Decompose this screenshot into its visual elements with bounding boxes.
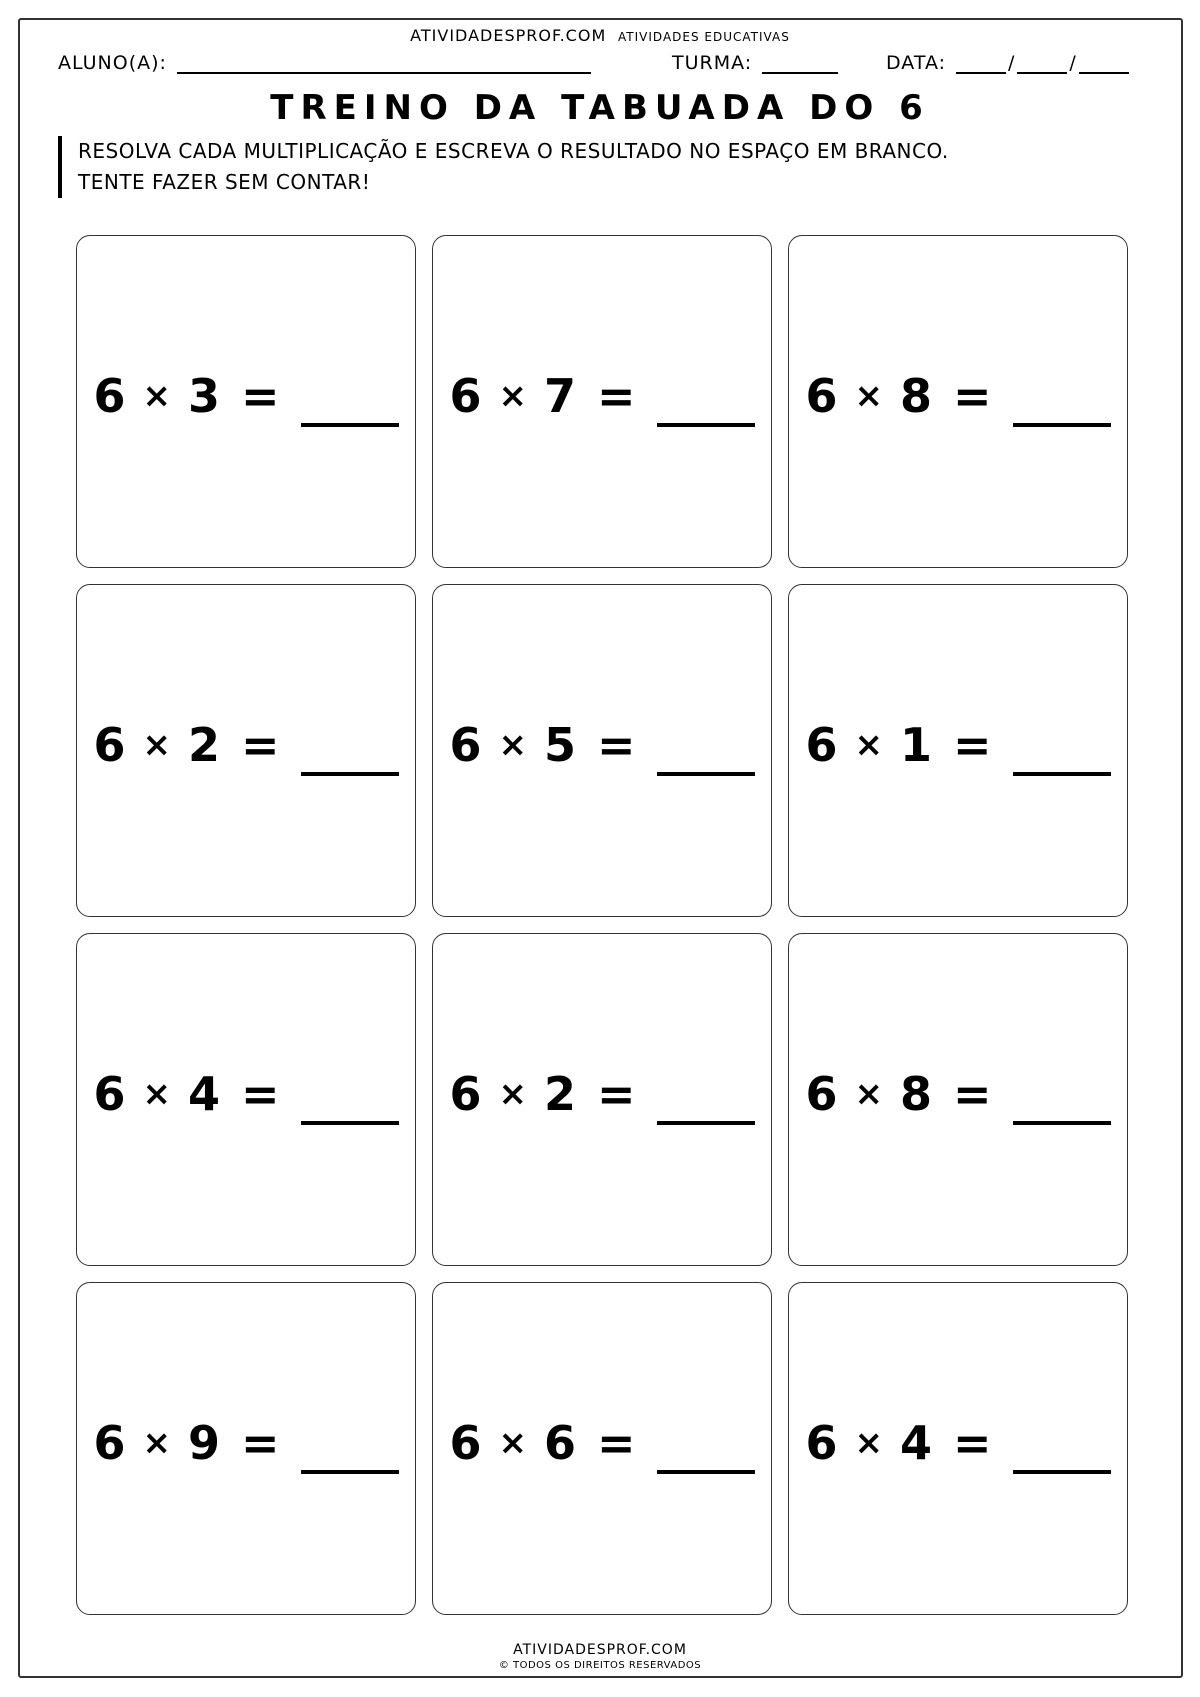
equals-symbol: = [240,368,281,423]
problem-card [432,584,772,917]
factor-b: 8 [899,1066,933,1121]
equals-symbol: = [952,717,993,772]
site-header [0,26,1200,45]
equals-symbol: = [240,1066,281,1121]
answer-blank[interactable] [1013,1085,1111,1125]
times-symbol: × [498,375,528,416]
factor-a: 6 [805,1066,839,1121]
multiplication-equation [449,1063,754,1125]
times-symbol: × [142,1073,172,1114]
class-label: TURMA: [672,52,753,74]
factor-a: 6 [449,1415,483,1470]
equals-symbol: = [596,1415,637,1470]
times-symbol: × [142,375,172,416]
date-day-line[interactable] [956,54,1006,74]
multiplication-equation [93,1063,398,1125]
student-name-field[interactable] [58,52,591,74]
multiplication-equation [805,1063,1110,1125]
page-title: TREINO DA TABUADA DO 6 [270,88,930,128]
factor-a: 6 [449,717,483,772]
factor-b: 4 [899,1415,933,1470]
times-symbol: × [498,1422,528,1463]
class-line[interactable] [762,54,838,74]
footer-rights: © TODOS OS DIREITOS RESERVADOS [498,1660,702,1671]
factor-a: 6 [93,717,127,772]
equals-symbol: = [596,1066,637,1121]
times-symbol: × [854,1073,884,1114]
date-year-line[interactable] [1079,54,1129,74]
multiplication-equation [449,714,754,776]
times-symbol: × [142,724,172,765]
times-symbol: × [854,1422,884,1463]
factor-b: 4 [187,1066,221,1121]
footer-site: ATIVIDADESPROF.COM [513,1642,687,1658]
times-symbol: × [142,1422,172,1463]
problem-card [788,1282,1128,1615]
answer-blank[interactable] [1013,387,1111,427]
factor-b: 7 [543,368,577,423]
factor-b: 3 [187,368,221,423]
date-separator: / [1069,52,1077,74]
factor-b: 1 [899,717,933,772]
answer-blank[interactable] [301,1434,399,1474]
equals-symbol: = [596,368,637,423]
equals-symbol: = [952,1066,993,1121]
date-separator: / [1008,52,1016,74]
factor-b: 6 [543,1415,577,1470]
equals-symbol: = [240,717,281,772]
problem-card [76,933,416,1266]
multiplication-equation [805,714,1110,776]
problem-card [432,1282,772,1615]
multiplication-equation [449,1412,754,1474]
problem-card [76,584,416,917]
equals-symbol: = [240,1415,281,1470]
equals-symbol: = [952,368,993,423]
factor-b: 2 [187,717,221,772]
answer-blank[interactable] [301,387,399,427]
problem-card [432,235,772,568]
factor-b: 9 [187,1415,221,1470]
times-symbol: × [498,724,528,765]
answer-blank[interactable] [1013,736,1111,776]
factor-a: 6 [805,1415,839,1470]
instructions-line-2: TENTE FAZER SEM CONTAR! [78,170,371,194]
answer-blank[interactable] [657,736,755,776]
factor-b: 2 [543,1066,577,1121]
problem-card [76,1282,416,1615]
factor-a: 6 [805,368,839,423]
times-symbol: × [854,724,884,765]
answer-blank[interactable] [657,387,755,427]
multiplication-equation [805,1412,1110,1474]
times-symbol: × [854,375,884,416]
date-month-line[interactable] [1017,54,1067,74]
factor-a: 6 [449,1066,483,1121]
times-symbol: × [498,1073,528,1114]
factor-a: 6 [805,717,839,772]
problem-card [788,584,1128,917]
multiplication-equation [93,714,398,776]
date-label: DATA: [886,52,947,74]
answer-blank[interactable] [1013,1434,1111,1474]
factor-a: 6 [93,1066,127,1121]
factor-a: 6 [93,368,127,423]
student-name-line[interactable] [177,54,591,74]
factor-b: 5 [543,717,577,772]
multiplication-equation [93,365,398,427]
problem-card [788,933,1128,1266]
answer-blank[interactable] [657,1434,755,1474]
equals-symbol: = [596,717,637,772]
equals-symbol: = [952,1415,993,1470]
date-field[interactable] [886,52,1129,74]
class-field[interactable] [672,52,838,74]
site-tagline: ATIVIDADES EDUCATIVAS [618,30,790,44]
instructions [58,136,1148,198]
instructions-line-1: RESOLVA CADA MULTIPLICAÇÃO E ESCREVA O RESULTADO NO ESPAÇO EM BRANCO. [78,139,949,163]
problem-grid [76,235,1130,1632]
student-name-label: ALUNO(A): [58,52,167,74]
site-name: ATIVIDADESPROF.COM [410,26,607,45]
factor-b: 8 [899,368,933,423]
footer [0,1642,1200,1671]
answer-blank[interactable] [301,1085,399,1125]
multiplication-equation [93,1412,398,1474]
problem-card [788,235,1128,568]
multiplication-equation [805,365,1110,427]
factor-a: 6 [93,1415,127,1470]
answer-blank[interactable] [301,736,399,776]
student-info-fields [58,52,1148,78]
multiplication-equation [449,365,754,427]
problem-card [432,933,772,1266]
problem-card [76,235,416,568]
factor-a: 6 [449,368,483,423]
answer-blank[interactable] [657,1085,755,1125]
